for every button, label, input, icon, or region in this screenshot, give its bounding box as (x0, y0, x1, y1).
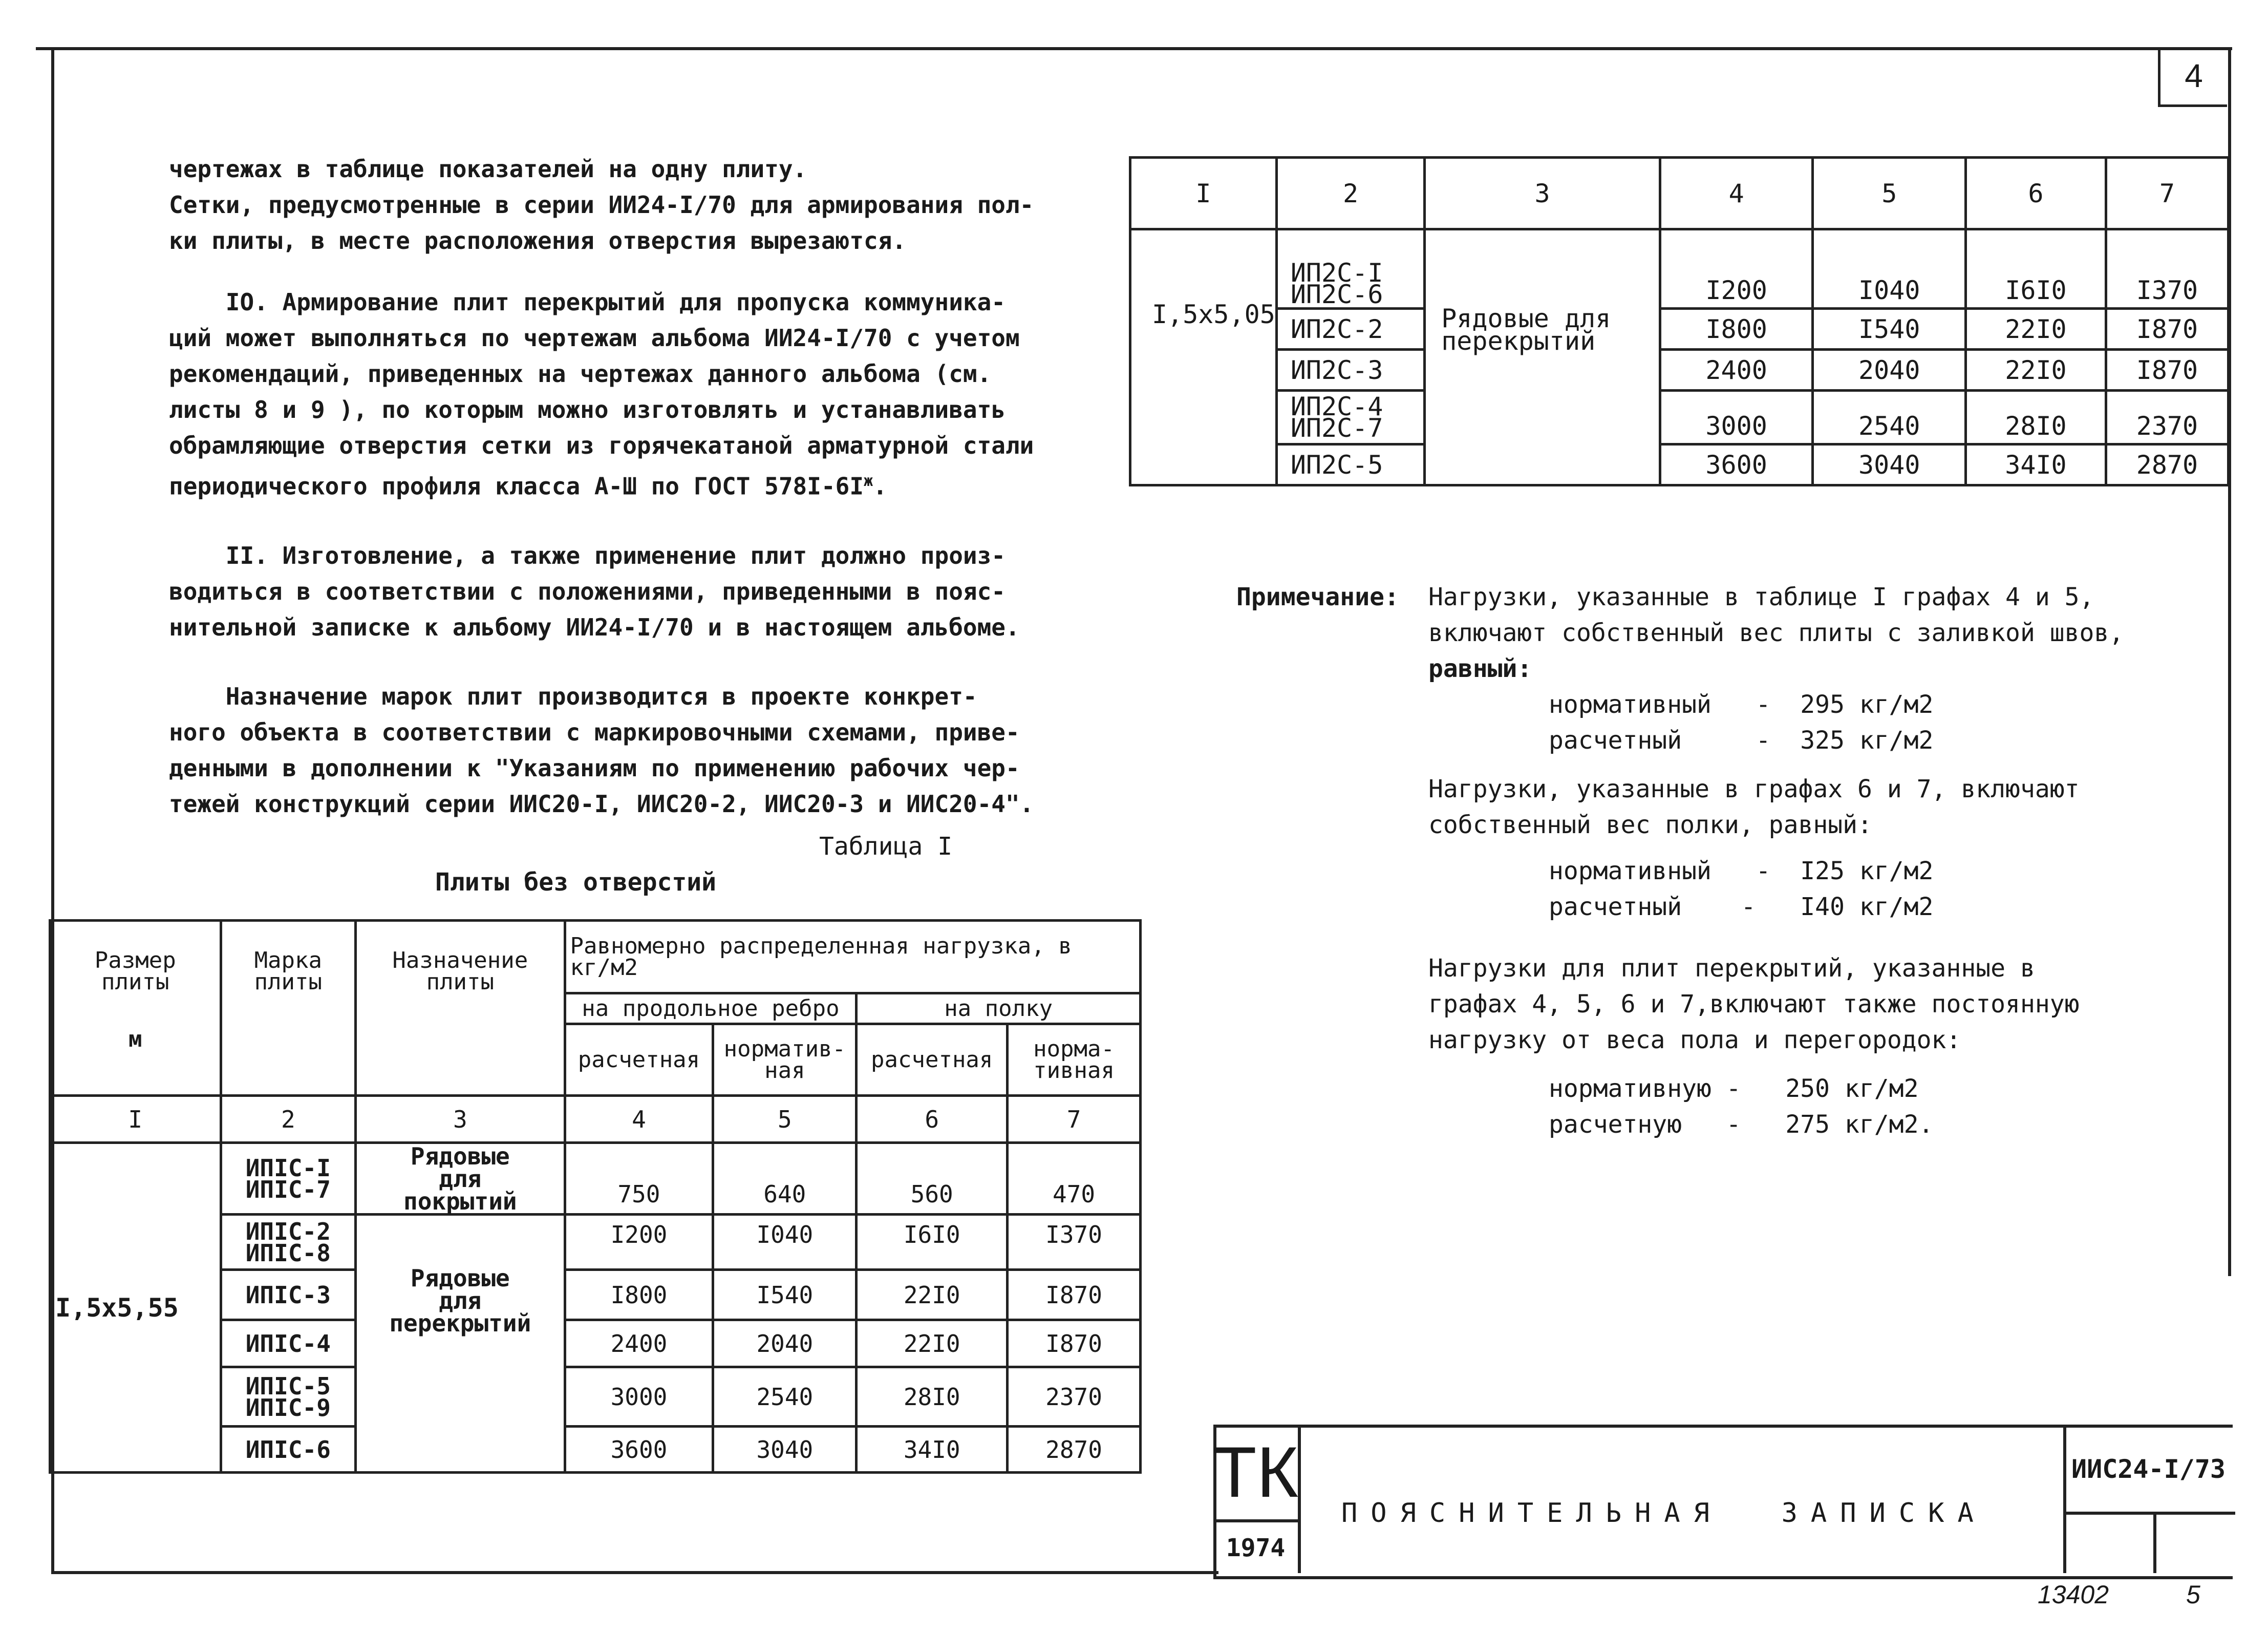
note-label: Примечание: (1236, 583, 1399, 611)
table-row (1130, 309, 2229, 350)
body-line: тежей конструкций серии ИИС20-I, ИИС20-2, ИИС20-3 и ИИС20-4". (169, 790, 1034, 818)
frame-top (36, 47, 2232, 50)
value-cell: 2870 (1008, 1427, 1141, 1473)
note-line: расчетную - 275 кг/м2. (1549, 1110, 1934, 1139)
value-cell: I6I0 (857, 1215, 1008, 1270)
col-number: 2 (221, 1096, 356, 1143)
archive-number: 13402 (2038, 1580, 2109, 1609)
page-number: 4 (2185, 57, 2203, 94)
mark: ИПIС-2 (245, 1217, 331, 1245)
purpose-floor: Рядовые для перекрытий (1441, 304, 1611, 356)
value-cell: I870 (1008, 1320, 1141, 1367)
value-cell: 2540 (713, 1367, 857, 1427)
body-line: водиться в соответствии с положениями, приведенными в пояс- (169, 578, 1005, 605)
header-size-unit: м (129, 1026, 142, 1052)
stamp-year: 1974 (1226, 1533, 1286, 1562)
table2 (1129, 156, 2230, 486)
tk-logo: ТК (1212, 1431, 1299, 1512)
mark: ИП2С-6 (1290, 280, 1383, 309)
value-cell: I6I0 (1966, 229, 2106, 309)
body-line: II. Изготовление, а также применение плит должно произ- (169, 542, 1005, 569)
header-norm-shelf (1008, 1024, 1141, 1096)
superscript: ж (864, 472, 873, 490)
value-cell: I870 (2106, 350, 2228, 391)
value-cell: I370 (2106, 229, 2228, 309)
note-line: собственный вес полки, равный: (1428, 811, 1872, 839)
mark-cell (1276, 309, 1424, 350)
note-line: Нагрузки для плит перекрытий, указанные в (1428, 954, 2035, 983)
note-line: равный: (1428, 654, 1532, 683)
purpose-cell (1425, 229, 1660, 485)
body-line: нительной записке к альбому ИИ24-I/70 и в настоящем альбоме. (169, 613, 1020, 641)
mark-cell (221, 1270, 356, 1320)
value-cell: 2040 (713, 1320, 857, 1367)
note-line: расчетный - I40 кг/м2 (1549, 893, 1934, 921)
note-line: графах 4, 5, 6 и 7,включают также постоянную (1428, 990, 2080, 1019)
value-cell: 34I0 (1966, 444, 2106, 485)
title-block-year-cell (1213, 1522, 1301, 1573)
value-cell: 34I0 (857, 1427, 1008, 1473)
mark: ИПIС-9 (245, 1393, 331, 1422)
col-number: 4 (1660, 158, 1813, 229)
mark: ИПIС-5 (245, 1372, 331, 1400)
header-load-label: Равномерно распределенная нагрузка, в кг/м2 (570, 932, 1072, 981)
note-line: нормативный - 295 кг/м2 (1549, 690, 1934, 719)
col-number: 5 (713, 1096, 857, 1143)
col-number: 2 (1276, 158, 1424, 229)
table-row (1130, 444, 2229, 485)
table-row (1130, 229, 2229, 309)
mark: ИПIС-4 (245, 1329, 331, 1358)
value-cell: I040 (1813, 229, 1966, 309)
mark: ИПIС-7 (245, 1175, 331, 1203)
table1-caption: Таблица I (819, 832, 953, 861)
title-block-code-cell (2063, 1425, 2235, 1515)
col-number: I (1130, 158, 1277, 229)
body-line: Назначение марок плит производится в проекте конкрет- (169, 683, 977, 710)
value-cell: 3040 (713, 1427, 857, 1473)
note-line: расчетный - 325 кг/м2 (1549, 726, 1934, 755)
note-line: Нагрузки, указанные в таблице I графах 4 и 5, (1428, 583, 2094, 611)
col-number: 7 (2106, 158, 2228, 229)
mark-cell (1276, 391, 1424, 444)
mark: ИПIС-6 (245, 1435, 331, 1464)
value-cell: I540 (713, 1270, 857, 1320)
mark: ИП2С-3 (1290, 355, 1383, 385)
body-line: ций может выполняться по чертежам альбома ИИ24-I/70 с учетом (169, 324, 1020, 352)
body-line: ного объекта в соответствии с маркировочными схемами, приве- (169, 718, 1020, 746)
header-rib: на продольное ребро (565, 993, 857, 1024)
value-cell: 28I0 (1966, 391, 2106, 444)
col-number: 4 (565, 1096, 713, 1143)
header-load (565, 921, 1140, 993)
value-cell: 3600 (1660, 444, 1813, 485)
mark-cell (221, 1427, 356, 1473)
mark: ИП2С-2 (1290, 314, 1383, 344)
value-cell: 22I0 (857, 1270, 1008, 1320)
note-line: нормативный - I25 кг/м2 (1549, 857, 1934, 885)
value-cell: I370 (1008, 1215, 1141, 1270)
sheet-divider (2153, 1512, 2156, 1573)
note-line: Нагрузки, указанные в графах 6 и 7, включают (1428, 775, 2080, 803)
header-calc-shelf: расчетная (857, 1024, 1008, 1096)
header-mark-label: Марка плиты (254, 947, 323, 995)
body-line: IO. Армирование плит перекрытий для пропуска коммуника- (169, 288, 1005, 316)
series-code: ИИС24-I/73 (2071, 1454, 2226, 1484)
purpose-cell (356, 1215, 565, 1473)
body-text: периодического профиля класса А-Ш по ГОСТ 578I-6I (169, 472, 864, 500)
col-number: 7 (1008, 1096, 1141, 1143)
value-cell: I540 (1813, 309, 1966, 350)
header-purpose-label: Назначение плиты (392, 947, 528, 995)
note-line: включают собственный вес плиты с заливкой швов, (1428, 619, 2124, 647)
body-line (169, 463, 1090, 504)
mark: ИПIС-I (245, 1154, 331, 1182)
value-cell: 2540 (1813, 391, 1966, 444)
value-cell: 470 (1008, 1143, 1141, 1215)
header-size (50, 921, 221, 1096)
value-cell: 750 (565, 1143, 713, 1215)
table-row (1130, 350, 2229, 391)
mark-cell (221, 1215, 356, 1270)
value-cell: I870 (2106, 309, 2228, 350)
header-mark (221, 921, 356, 1096)
value-cell: 2400 (565, 1320, 713, 1367)
value-cell: 2870 (2106, 444, 2228, 485)
mark-cell (221, 1367, 356, 1427)
note-line: нормативную - 250 кг/м2 (1549, 1074, 1919, 1103)
frame-bottom (51, 1571, 1218, 1574)
header-purpose (356, 921, 565, 1096)
value-cell: I800 (565, 1270, 713, 1320)
header-calc-rib: расчетная (565, 1024, 713, 1096)
value-cell: 2040 (1813, 350, 1966, 391)
value-cell: I200 (1660, 229, 1813, 309)
value-cell: 2370 (2106, 391, 2228, 444)
value-cell: 560 (857, 1143, 1008, 1215)
purpose-floor: Рядовые для перекрытий (389, 1264, 531, 1337)
header-norm-rib (713, 1024, 857, 1096)
header-size-label: Размер плиты (94, 947, 176, 995)
body-line: ки плиты, в месте расположения отверстия вырезаются. (169, 227, 907, 255)
body-line: Сетки, предусмотренные в серии ИИ24-I/70 для армирования пол- (169, 191, 1034, 219)
note-line: нагрузку от веса пола и перегородок: (1428, 1026, 1961, 1054)
value-cell: I870 (1008, 1270, 1141, 1320)
size-cell: I,5x5,05 (1130, 229, 1277, 485)
mark: ИПIС-3 (245, 1281, 331, 1309)
page-number-box (2158, 47, 2227, 107)
value-cell: 22I0 (1966, 350, 2106, 391)
table1-title: Плиты без отверстий (435, 868, 717, 897)
table-row (1130, 391, 2229, 444)
table1 (49, 919, 1142, 1474)
mark: ИП2С-7 (1290, 413, 1383, 443)
body-line: чертежах в таблице показателей на одну плиту. (169, 155, 807, 183)
value-cell: 3000 (1660, 391, 1813, 444)
body-line: обрамляющие отверстия сетки из горячекатаной арматурной стали (169, 432, 1034, 459)
mark-cell (1276, 444, 1424, 485)
col-number: I (50, 1096, 221, 1143)
purpose-roof: Рядовые для покрытий (403, 1142, 517, 1215)
header-norm-shelf-label: норма-тивная (1033, 1035, 1115, 1084)
mark: ИП2С-5 (1290, 450, 1383, 480)
mark: ИП2С-I (1290, 258, 1383, 288)
header-shelf: на полку (857, 993, 1141, 1024)
body-text: . (873, 472, 887, 500)
body-line: рекомендаций, приведенных на чертежах данного альбома (см. (169, 360, 992, 388)
value-cell: 3040 (1813, 444, 1966, 485)
sheet-number: 5 (2186, 1580, 2200, 1609)
body-line: листы 8 и 9 ), по которым можно изготовлять и устанавливать (169, 396, 1005, 423)
col-number: 3 (1425, 158, 1660, 229)
value-cell: 640 (713, 1143, 857, 1215)
col-number: 5 (1813, 158, 1966, 229)
mark-cell (221, 1143, 356, 1215)
mark-cell (221, 1320, 356, 1367)
value-cell: 3000 (565, 1367, 713, 1427)
col-number: 6 (857, 1096, 1008, 1143)
mark: ИП2С-4 (1290, 392, 1383, 421)
value-cell: 28I0 (857, 1367, 1008, 1427)
mark-cell (1276, 229, 1424, 309)
header-norm-rib-label: норматив-ная (723, 1035, 846, 1084)
col-number: 3 (356, 1096, 565, 1143)
value-cell: 2400 (1660, 350, 1813, 391)
purpose-cell (356, 1143, 565, 1215)
body-line: денными в дополнении к "Указаниям по применению рабочих чер- (169, 754, 1020, 782)
value-cell: I800 (1660, 309, 1813, 350)
col-number: 6 (1966, 158, 2106, 229)
size-cell: I,5x5,55 (50, 1143, 221, 1473)
value-cell: 3600 (565, 1427, 713, 1473)
value-cell: 2370 (1008, 1367, 1141, 1427)
value-cell: 22I0 (1966, 309, 2106, 350)
value-cell: I040 (713, 1215, 857, 1270)
mark: ИПIС-8 (245, 1239, 331, 1267)
value-cell: I200 (565, 1215, 713, 1270)
value-cell: 22I0 (857, 1320, 1008, 1367)
title-block-logo-cell (1213, 1425, 1301, 1522)
mark-cell (1276, 350, 1424, 391)
table-row (50, 1143, 1141, 1215)
title-block-sheet-cell (2063, 1512, 2235, 1573)
document-title: ПОЯСНИТЕЛЬНАЯ ЗАПИСКА (1341, 1498, 1987, 1529)
